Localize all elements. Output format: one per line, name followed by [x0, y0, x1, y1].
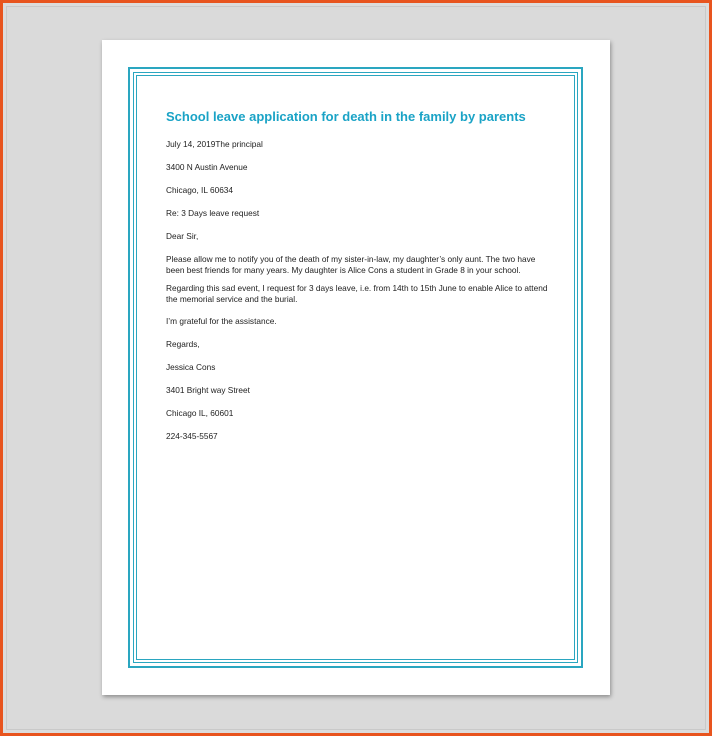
salutation: Dear Sir, [166, 231, 199, 241]
body-paragraph-1: Please allow me to notify you of the death of my sister-in-law, my daughter’s only aunt. The two have been best friends for many years. My daughter is Alice Cons a student in Grade 8 in your school. [166, 254, 536, 275]
letter-title: School leave application for death in the family by parents [166, 109, 526, 124]
body-paragraph-2: Regarding this sad event, I request for 3 days leave, i.e. from 14th to 15th June to enable Alice to attend the memorial service and the burial. [166, 283, 548, 304]
recipient-address-line1: 3400 N Austin Avenue [166, 162, 248, 172]
sender-name: Jessica Cons [166, 362, 216, 372]
date-recipient-line: July 14, 2019The principal [166, 139, 263, 149]
sender-address-line1: 3401 Bright way Street [166, 385, 250, 395]
sender-address-line2: Chicago IL, 60601 [166, 408, 234, 418]
letter-page [102, 40, 610, 695]
sender-phone: 224-345-5567 [166, 431, 218, 441]
subject-line: Re: 3 Days leave request [166, 208, 260, 218]
recipient-address-line2: Chicago, IL 60634 [166, 185, 234, 195]
closing: Regards, [166, 339, 200, 349]
gratitude-line: I’m grateful for the assistance. [166, 316, 277, 326]
letter-content [166, 109, 556, 454]
